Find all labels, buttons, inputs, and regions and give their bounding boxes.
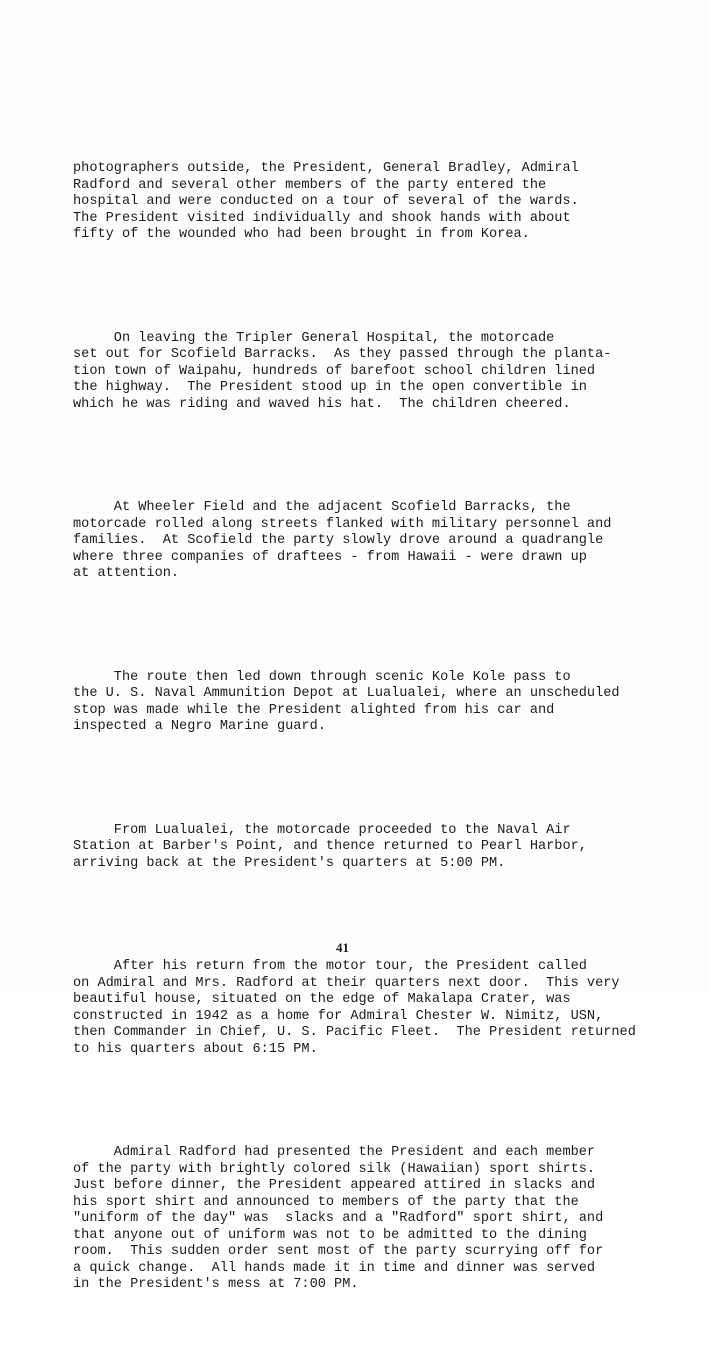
paragraph <box>73 467 633 616</box>
body-text <box>73 128 636 1348</box>
paragraph <box>73 637 633 769</box>
text-line: beautiful house, situated on the edge of Makalapa Crater, was <box>73 992 571 1007</box>
text-line: fifty of the wounded who had been brought in from Korea. <box>73 227 530 242</box>
text-line: his sport shirt and announced to members of the party that the <box>73 1194 579 1210</box>
text-line: "uniform of the day" was slacks and a "Radford" sport shirt, and <box>73 1211 604 1226</box>
text-line: hospital and were conducted on a tour of several of the wards. <box>73 194 579 209</box>
text-line: which he was riding and waved his hat. The children cheered. <box>73 396 571 412</box>
text-line: From Lualualei, the motorcade proceeded to the Naval Air <box>73 822 571 838</box>
text-line: On leaving the Tripler General Hospital, the motorcade <box>73 330 555 346</box>
text-line: tion town of Waipahu, hundreds of barefoot school children lined <box>73 363 596 379</box>
text-line: Radford and several other members of the party entered the <box>73 177 547 193</box>
text-line: a quick change. All hands made it in time and dinner was served <box>73 1260 596 1276</box>
text-line: At Wheeler Field and the adjacent Scofield Barracks, the <box>73 500 571 515</box>
text-line: photographers outside, the President, General Bradley, Admiral <box>73 161 579 176</box>
text-line: of the party with brightly colored silk (Hawaiian) sport shirts. <box>73 1161 596 1177</box>
text-line: motorcade rolled along streets flanked with military personnel and <box>73 516 612 532</box>
text-line: then Commander in Chief, U. S. Pacific Fleet. The President returned <box>73 1025 636 1040</box>
text-line: arriving back at the President's quarters at 5:00 PM. <box>73 855 506 871</box>
text-line: on Admiral and Mrs. Radford at their quarters next door. This very <box>73 975 620 991</box>
text-line: at attention. <box>73 566 180 581</box>
text-line: stop was made while the President alighted from his car and <box>73 702 555 718</box>
text-line: to his quarters about 6:15 PM. <box>73 1041 318 1057</box>
text-line: The route then led down through scenic Kole Kole pass to <box>73 669 571 685</box>
text-line: the highway. The President stood up in the open convertible in <box>73 380 587 395</box>
page-number: 41 <box>336 940 349 955</box>
text-line: in the President's mess at 7:00 PM. <box>73 1277 359 1292</box>
text-line: After his return from the motor tour, the President called <box>73 959 587 974</box>
text-line: inspected a Negro Marine guard. <box>73 719 326 734</box>
paragraph <box>73 298 633 447</box>
paragraph <box>73 790 633 906</box>
text-line: where three companies of draftees - from Hawaii - were drawn up <box>73 549 587 565</box>
paragraph <box>73 128 633 277</box>
text-line: families. At Scofield the party slowly drove around a quadrangle <box>73 533 604 548</box>
text-line: that anyone out of uniform was not to be admitted to the dining <box>73 1227 587 1243</box>
paragraph <box>73 1112 633 1327</box>
text-line: Just before dinner, the President appeared attired in slacks and <box>73 1178 596 1193</box>
text-line: set out for Scofield Barracks. As they passed through the planta- <box>73 347 612 362</box>
text-line: Station at Barber's Point, and thence returned to Pearl Harbor, <box>73 839 587 854</box>
text-line: the U. S. Naval Ammunition Depot at Lualualei, where an unscheduled <box>73 686 620 701</box>
paragraph <box>73 926 636 1091</box>
text-line: room. This sudden order sent most of the party scurrying off for <box>73 1244 604 1259</box>
text-line: The President visited individually and shook hands with about <box>73 210 571 226</box>
text-line: Admiral Radford had presented the President and each member <box>73 1145 596 1160</box>
text-line: constructed in 1942 as a home for Admiral Chester W. Nimitz, USN, <box>73 1008 604 1024</box>
